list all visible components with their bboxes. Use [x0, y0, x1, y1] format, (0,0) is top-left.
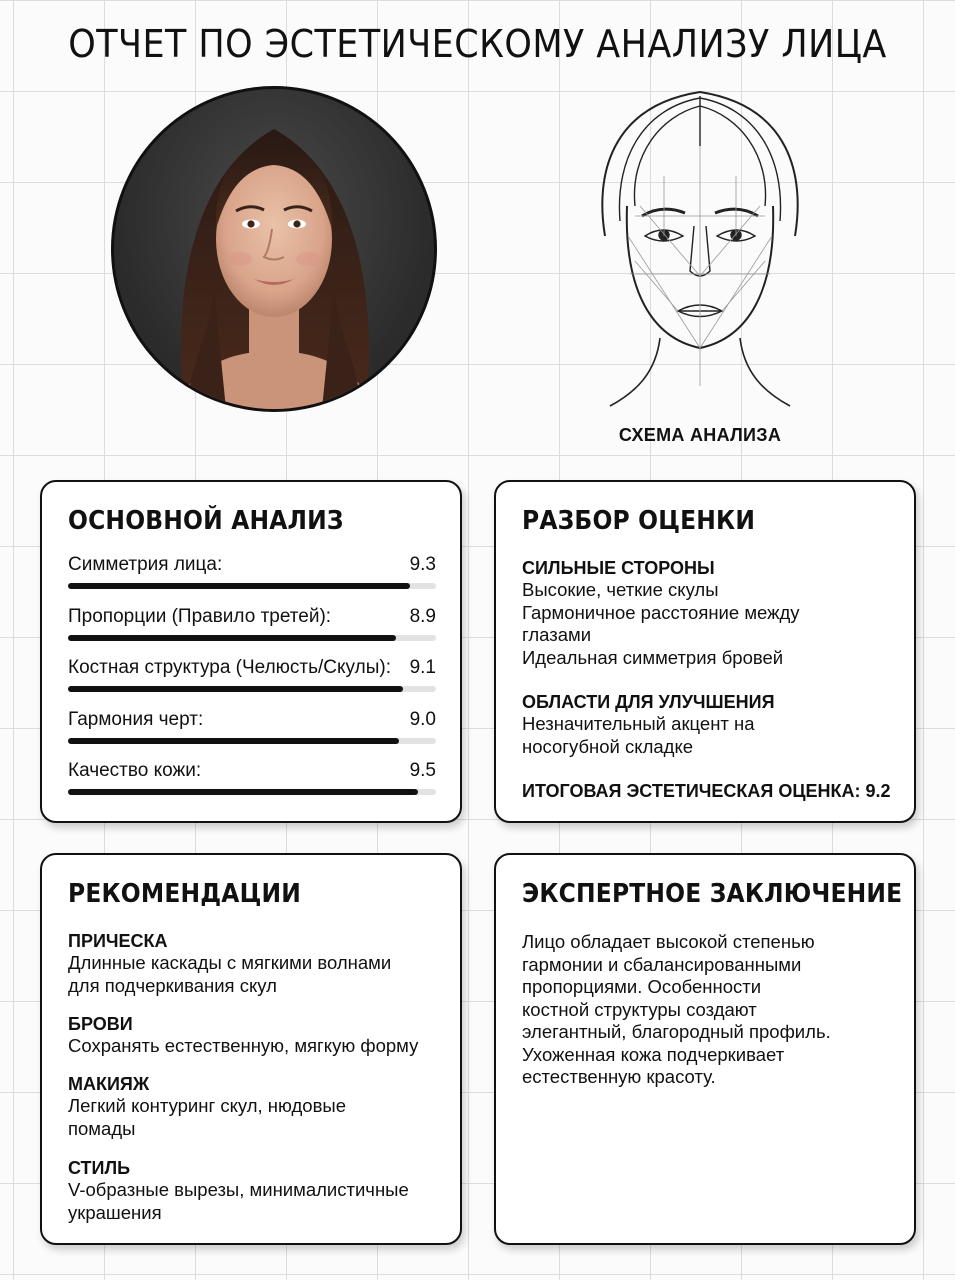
rec-line: для подчеркивания скул	[68, 974, 277, 996]
total-score: ИТОГОВАЯ ЭСТЕТИЧЕСКАЯ ОЦЕНКА: 9.2	[522, 781, 891, 801]
metric-label: Гармония черт:	[68, 708, 204, 730]
conclusion-line: костной структуры создают	[522, 998, 757, 1020]
metric-bar-track	[68, 583, 436, 589]
metric-bar-fill	[68, 583, 410, 589]
rec-hairstyle	[68, 930, 442, 997]
expert-conclusion-card	[494, 853, 916, 1245]
rec-line: помады	[68, 1117, 136, 1139]
rec-title: МАКИЯЖ	[68, 1074, 150, 1094]
rec-line: Сохранять естественную, мягкую форму	[68, 1035, 419, 1056]
conclusion-line: элегантный, благородный профиль.	[522, 1021, 831, 1042]
conclusion-line: Лицо обладает высокой степенью	[522, 931, 815, 952]
metric-value: 9.3	[409, 554, 436, 575]
rec-title: СТИЛЬ	[68, 1158, 131, 1178]
metric-item	[68, 554, 436, 589]
metric-bar-track	[68, 686, 436, 692]
metric-bar-fill	[68, 686, 403, 692]
strength-line: Идеальная симметрия бровей	[522, 646, 784, 668]
rec-line: V-образные вырезы, минималистичные	[68, 1179, 409, 1200]
conclusion-line: пропорциями. Особенности	[522, 976, 762, 997]
rec-title: БРОВИ	[68, 1014, 133, 1034]
metric-label: Качество кожи:	[68, 760, 202, 781]
rec-brows	[68, 1013, 442, 1058]
metric-bar-track	[68, 789, 436, 795]
breakdown-heading: РАЗБОР ОЦЕНКИ	[522, 506, 756, 536]
portrait-photo	[111, 86, 437, 412]
conclusion-line: естественную красоту.	[522, 1066, 716, 1087]
metric-bar-fill	[68, 635, 396, 641]
score-breakdown-card	[494, 480, 916, 823]
metric-label: Симметрия лица:	[68, 554, 223, 575]
strength-line: Гармоничное расстояние между	[522, 601, 800, 623]
metric-value: 9.1	[409, 657, 436, 678]
metric-value: 9.0	[409, 708, 436, 730]
conclusion-heading: ЭКСПЕРТНОЕ ЗАКЛЮЧЕНИЕ	[522, 879, 903, 909]
metric-bar-track	[68, 635, 436, 641]
conclusion-line: гармонии и сбалансированными	[522, 953, 802, 975]
conclusion-text	[522, 931, 896, 1089]
page-title: ОТЧЕТ ПО ЭСТЕТИЧЕСКОМУ АНАЛИЗУ ЛИЦА	[68, 22, 887, 66]
recommendations-card	[40, 853, 462, 1245]
scheme-label: СХЕМА АНАЛИЗА	[618, 425, 782, 445]
rec-line: украшения	[68, 1201, 162, 1223]
strength-line: Высокие, четкие скулы	[522, 579, 719, 600]
rec-style	[68, 1157, 442, 1224]
rec-line: Легкий контуринг скул, нюдовые	[68, 1095, 346, 1116]
metric-label: Костная структура (Челюсть/Скулы):	[68, 657, 391, 678]
metric-bar-track	[68, 738, 436, 744]
recommendations-heading: РЕКОМЕНДАЦИИ	[68, 879, 302, 909]
rec-title: ПРИЧЕСКА	[68, 931, 168, 951]
rec-line: Длинные каскады с мягкими волнами	[68, 952, 392, 973]
face-scheme-illustration	[590, 86, 810, 411]
conclusion-line: Ухоженная кожа подчеркивает	[522, 1043, 785, 1065]
strength-line: глазами	[522, 624, 592, 645]
rec-makeup	[68, 1073, 442, 1140]
basic-analysis-heading: ОСНОВНОЙ АНАЛИЗ	[68, 506, 344, 536]
metric-label: Пропорции (Правило третей):	[68, 605, 332, 627]
basic-analysis-card	[40, 480, 462, 823]
portrait-illustration	[114, 89, 434, 409]
metric-item	[68, 606, 436, 641]
metric-bar-fill	[68, 789, 418, 795]
improve-heading: ОБЛАСТИ ДЛЯ УЛУЧШЕНИЯ	[522, 692, 775, 712]
metric-item	[68, 657, 436, 692]
metric-value: 9.5	[409, 760, 436, 781]
improve-line: Незначительный акцент на	[522, 713, 755, 734]
metric-value: 8.9	[409, 605, 436, 627]
metric-item	[68, 709, 436, 744]
strengths-heading: СИЛЬНЫЕ СТОРОНЫ	[522, 558, 715, 578]
improve-line: носогубной складке	[522, 735, 694, 757]
metric-item	[68, 760, 436, 795]
metric-bar-fill	[68, 738, 399, 744]
